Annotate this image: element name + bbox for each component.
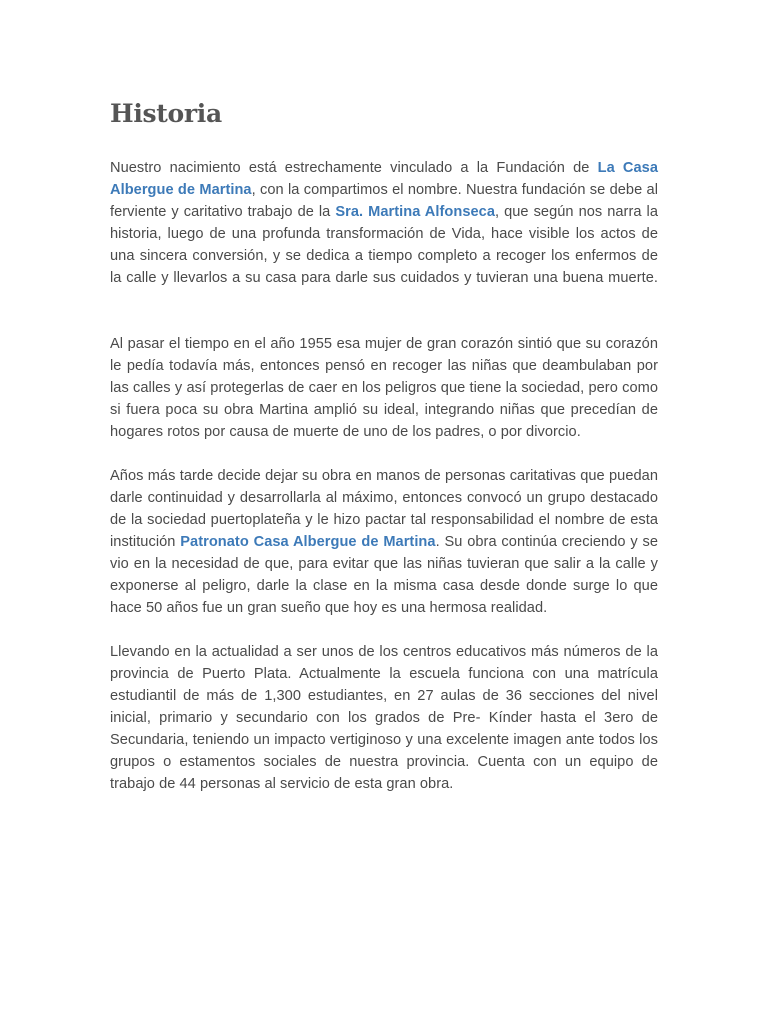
- paragraph-patronato: [110, 465, 658, 619]
- paragraph-text: . Su obra continúa creciendo y se vio en la necesidad de que, para evitar que las niñas tuvieran que salir a la calle y exponerse al peligro, darle la clase en la misma casa desde donde surge lo que hace 50 años fue un gran sueño que hoy es una hermosa realidad.: [110, 534, 658, 616]
- document-page: [110, 96, 658, 817]
- paragraph-actualidad: Llevando en la actualidad a ser unos de los centros educativos más números de la provincia de Puerto Plata. Actualmente la escuela funciona con una matrícula estudiantil de más de 1,300 estudiantes, en 27 aulas de 36 secciones del nivel inicial, primario y secundario con los grados de Pre- Kínder hasta el 3ero de Secundaria, teniendo un impacto vertiginoso y una excelente imagen ante todos los grupos o estamentos sociales de nuestra provincia. Cuenta con un equipo de trabajo de 44 personas al servicio de esta gran obra.: [110, 644, 658, 792]
- link-casa-albergue[interactable]: La Casa Albergue de Martina: [110, 160, 658, 198]
- paragraph-1955: Al pasar el tiempo en el año 1955 esa mujer de gran corazón sintió que su corazón le pedía todavía más, entonces pensó en recoger las niñas que deambulaban por las calles y así protegerlas de caer en los peligros que tiene la sociedad, pero como si fuera poca su obra Martina amplió su ideal, integrando niñas que precedían de hogares rotos por causa de muerte de uno de los padres, o por divorcio.: [110, 336, 658, 440]
- paragraph-origin: [110, 157, 658, 311]
- paragraph-text: Años más tarde decide dejar su obra en manos de personas caritativas que puedan darle continuidad y desarrollarla al máximo, entonces convocó un grupo destacado de la sociedad puertoplateña y le hizo pactar tal responsabilidad el nombre de esta institución: [110, 468, 658, 550]
- page-title: Historia: [110, 99, 222, 128]
- link-martina-alfonseca[interactable]: Sra. Martina Alfonseca: [335, 204, 495, 220]
- paragraph-text: , que según nos narra la historia, luego de una profunda transformación de Vida, hace visible los actos de una sincera conversión, y se dedica a tiempo completo a recoger los enfermos de la calle y llevarlos a su casa para darle sus cuidados y tuvieran una buena muerte.: [110, 204, 658, 286]
- paragraph-text: , con la compartimos el nombre. Nuestra fundación se debe al ferviente y caritativo trabajo de la: [110, 182, 658, 220]
- paragraph-text: Nuestro nacimiento está estrechamente vinculado a la Fundación de: [110, 160, 598, 176]
- link-patronato[interactable]: Patronato Casa Albergue de Martina: [180, 534, 436, 550]
